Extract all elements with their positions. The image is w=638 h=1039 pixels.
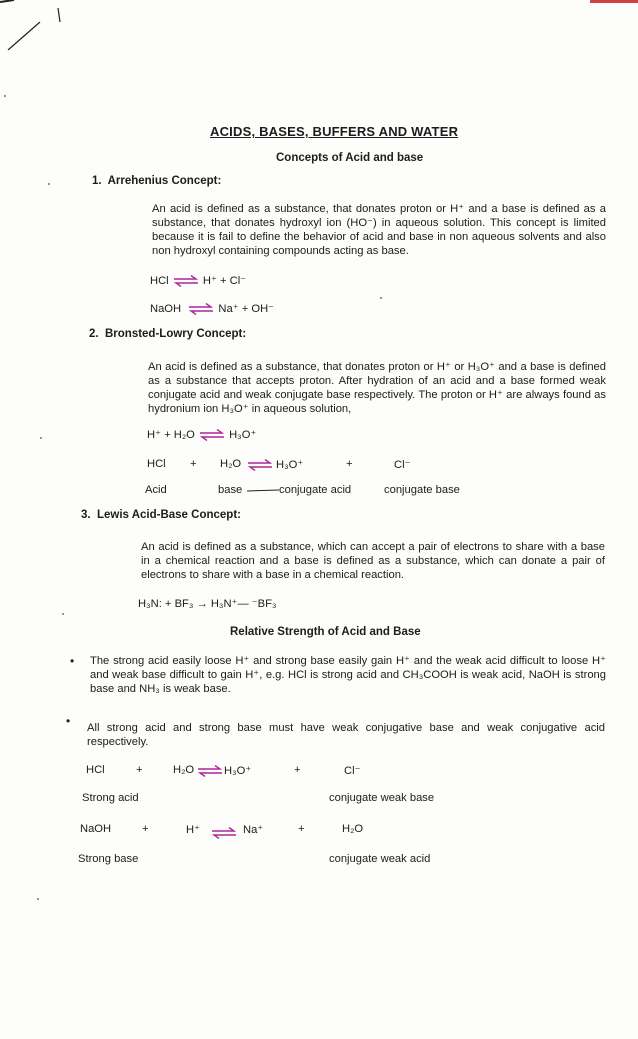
reaction-row-2-labels	[0, 853, 638, 869]
product-c: H₃O⁺	[276, 459, 304, 471]
section-1-heading	[92, 175, 221, 187]
plus-sign: +	[298, 823, 305, 835]
eq-left: NaOH	[150, 303, 182, 315]
relative-strength-heading: Relative Strength of Acid and Base	[230, 626, 421, 638]
product-d: Cl⁻	[394, 459, 411, 471]
section-3-heading	[81, 509, 241, 521]
lewis-equation: H₃N: + BF₃ → H₃N⁺— ⁻BF₃	[138, 598, 277, 610]
section-title: Arrehenius Concept:	[107, 175, 222, 187]
label-conjugate-weak-base: conjugate weak base	[329, 792, 435, 804]
reactant-b: H₂O	[220, 458, 242, 470]
eq-right: H⁺ + Cl⁻	[202, 275, 247, 287]
product-c: Na⁺	[243, 824, 264, 836]
label-conjugate-base: conjugate base	[384, 484, 460, 496]
plus-sign: +	[190, 458, 197, 470]
margin-dot	[40, 437, 42, 439]
plus-sign: +	[142, 823, 149, 835]
reactant-b: H⁺	[186, 824, 200, 836]
equation-naoh	[150, 302, 274, 315]
product-c: H₃O⁺	[224, 765, 252, 777]
margin-dot	[62, 613, 64, 615]
reaction-labels	[0, 484, 638, 500]
reaction-row-1-labels	[0, 792, 638, 808]
page-title: ACIDS, BASES, BUFFERS AND WATER	[210, 124, 459, 139]
reactant-a: HCl	[86, 764, 105, 776]
bullet-dot: •	[66, 714, 71, 728]
plus-sign: +	[346, 458, 353, 470]
reaction-hcl-water	[0, 458, 638, 474]
equilibrium-arrow-icon	[172, 275, 200, 287]
equilibrium-arrow-icon	[210, 827, 238, 839]
section-3-paragraph: An acid is defined as a substance, which can accept a pair of electrons to share with a base in a chemical reaction and a base is defined as a substance, which can donate a pair of electrons to share with a base in a chemical reaction.	[141, 541, 605, 581]
bullet-dot: •	[70, 654, 75, 668]
bullet-1-text: The strong acid easily loose H⁺ and strong base easily gain H⁺ and the weak acid difficult to loose H⁺ and weak base difficult to gain H⁺, e.g. HCl is strong acid and CH₃COOH is weak acid, NaOH is strong base and NH₃ is weak base.	[90, 655, 606, 695]
product-d: H₂O	[342, 823, 364, 835]
eq-right: H₃O⁺	[229, 429, 257, 441]
label-conjugate-weak-acid: conjugate weak acid	[329, 853, 431, 865]
equilibrium-arrow-icon	[198, 429, 226, 441]
eq-right: Na⁺ + OH⁻	[218, 303, 275, 315]
equilibrium-arrow-icon	[187, 303, 215, 315]
section-number: 3.	[81, 509, 91, 521]
reactant-b: H₂O	[173, 764, 195, 776]
equilibrium-arrow-icon	[246, 459, 274, 471]
label-strong-base: Strong base	[78, 853, 139, 865]
label-conjugate-acid: conjugate acid	[279, 484, 352, 496]
red-edge-mark	[590, 0, 638, 3]
eq-left: H⁺ + H₂O	[147, 429, 195, 441]
section-number: 2.	[89, 328, 99, 340]
reactant-a: NaOH	[80, 823, 112, 835]
plus-sign: +	[136, 764, 143, 776]
section-title: Bronsted-Lowry Concept:	[104, 328, 247, 340]
label-strong-acid: Strong acid	[82, 792, 139, 804]
equation-hydronium	[147, 428, 256, 441]
eq-left: HCl	[150, 275, 169, 287]
section-2-paragraph: An acid is defined as a substance, that donates proton or H⁺ or H₃O⁺ and a base is defined as a substance that accepts proton. After hydration of an acid and a base formed weak conjugate acid and weak conjugate base respectively. The proton or H⁺ are always found as hydronium ion H₃O⁺ in aqueous solution,	[148, 361, 606, 415]
reactant-a: HCl	[147, 458, 166, 470]
margin-dot	[37, 898, 39, 900]
margin-dot	[48, 183, 50, 185]
bullet-2-text: All strong acid and strong base must have weak conjugative base and weak conjugative acid respectively.	[87, 722, 605, 748]
margin-dot	[4, 95, 6, 97]
plus-sign: +	[294, 764, 301, 776]
pen-line	[246, 487, 280, 495]
label-acid: Acid	[145, 484, 167, 496]
reaction-row-2	[0, 823, 638, 839]
label-base: base	[218, 484, 243, 496]
section-2-heading	[89, 328, 246, 340]
page-subtitle: Concepts of Acid and base	[276, 152, 424, 164]
reaction-row-1	[0, 764, 638, 780]
section-number: 1.	[92, 175, 102, 187]
section-1-paragraph: An acid is defined as a substance, that donates proton or H⁺ and a base is defined as a substance, that donates hydroxyl ion (HO⁻) in aqueous solution. This concept is limited because it is fail to define the behavior of acid and base in non aqueous solvents and also non hydroxyl containing compounds acting as base.	[152, 203, 606, 257]
equilibrium-arrow-icon	[196, 765, 224, 777]
product-d: Cl⁻	[344, 765, 361, 777]
equation-hcl	[150, 274, 246, 287]
pen-scribble	[0, 0, 90, 60]
margin-dot	[380, 297, 382, 299]
section-title: Lewis Acid-Base Concept:	[96, 509, 241, 521]
